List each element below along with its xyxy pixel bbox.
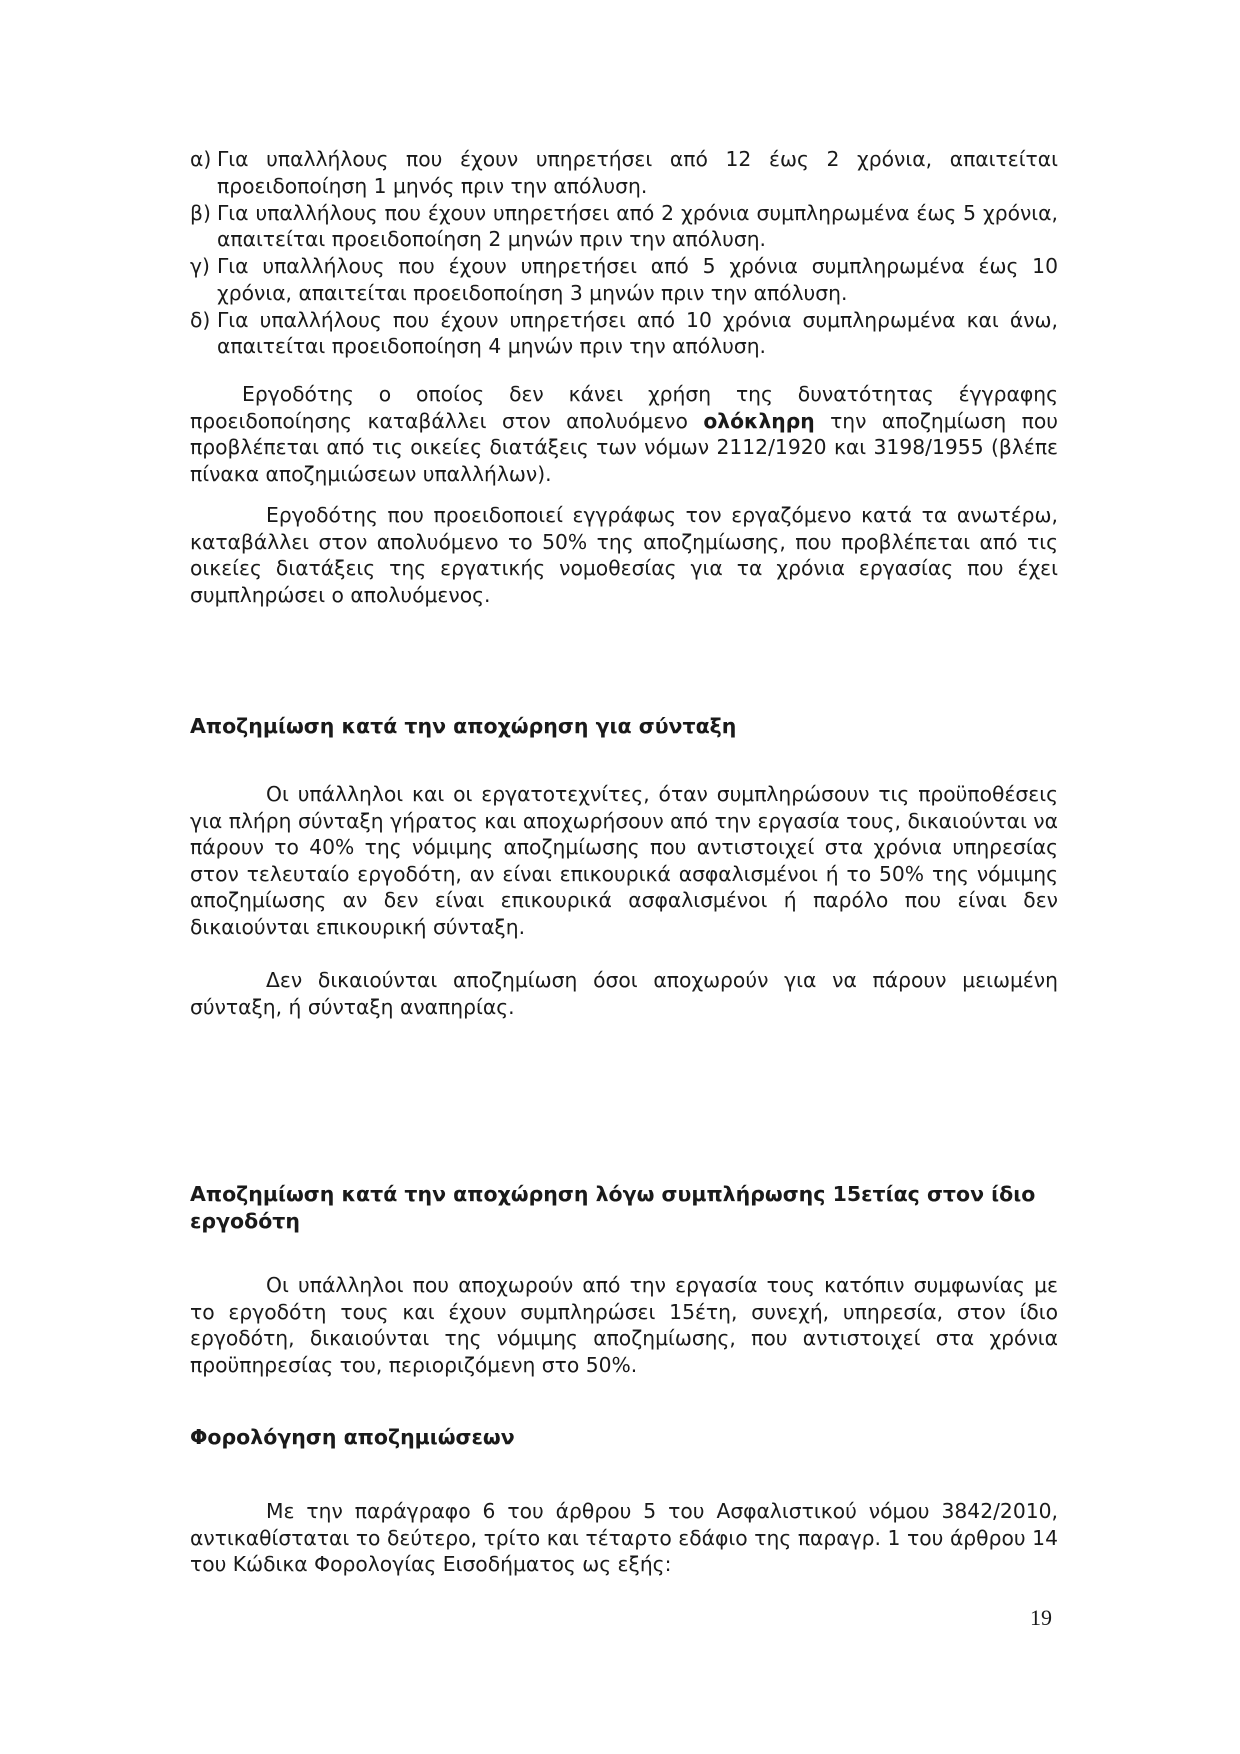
list-item-text: Για υπαλλήλους που έχουν υπηρετήσει από 10 χρόνια συμπληρωμένα και άνω, απαιτείται προειδοποίηση 4 μηνών πριν την απόλυση. [217,307,1058,358]
paragraph-pension: Οι υπάλληλοι και οι εργατοτεχνίτες, όταν συμπληρώσουν τις προϋποθέσεις για πλήρη σύνταξη γήρατος και αποχωρήσουν από την εργασία τους, δικαιούνται να πάρουν το 40% της νόμιμης αποζημίωσης που αντιστοιχεί στα χρόνια υπηρεσίας στον τελευταίο εργοδότη, αν είναι επικουρικά ασφαλισμένοι ή το 50% της νόμιμης αποζημίωσης αν δεν είναι επικουρικά ασφαλισμένοι ή παρόλο που είναι δεν δικαιούνται επικουρική σύνταξη. [190,782,1058,939]
page-number: 19 [1030,1605,1052,1630]
list-marker: β) [190,200,211,225]
list-marker: δ) [190,307,211,332]
list-item [190,253,1058,306]
section-heading-pension: Αποζημίωση κατά την αποχώρηση για σύνταξη [190,714,737,738]
bold-term: ολόκληρη [703,408,815,433]
paragraph-no-notice [190,381,1058,487]
list-item-text: Για υπαλλήλους που έχουν υπηρετήσει από 5 χρόνια συμπληρωμένα έως 10 χρόνια, απαιτείται προειδοποίηση 3 μηνών πριν την απόλυση. [217,254,1058,305]
paragraph-15years: Οι υπάλληλοι που αποχωρούν από την εργασία τους κατόπιν συμφωνίας με το εργοδότη τους και έχουν συμπληρώσει 15έτη, συνεχή, υπηρεσία, στον ίδιο εργοδότη, δικαιούνται της νόμιμης αποζημίωσης, που αντιστοιχεί στα χρόνια προϋπηρεσίας του, περιοριζόμενη στο 50%. [190,1273,1058,1377]
paragraph-pension-exclusion: Δεν δικαιούνται αποζημίωση όσοι αποχωρούν για να πάρουν μειωμένη σύνταξη, ή σύνταξη αναπηρίας. [190,968,1058,1019]
list-marker: γ) [190,254,210,278]
list-item [190,200,1058,253]
list-item [190,307,1058,360]
paragraph-text: Εργοδότης ο οποίος δεν κάνει χρήση της δυνατότητας έγγραφης προειδοποίησης καταβάλλει στον απολυόμενο [190,382,1058,433]
list-item-text: Για υπαλλήλους που έχουν υπηρετήσει από 12 έως 2 χρόνια, απαιτείται προειδοποίηση 1 μηνός πριν την απόλυση. [217,147,1058,198]
list-marker: α) [190,147,212,171]
paragraph-with-notice: Εργοδότης που προειδοποιεί εγγράφως τον εργαζόμενο κατά τα ανωτέρω, καταβάλλει στον απολυόμενο το 50% της αποζημίωσης, που προβλέπεται από τις οικείες διατάξεις της εργατικής νομοθεσίας για τα χρόνια εργασίας που έχει συμπληρώσει ο απολυόμενος. [190,503,1058,607]
section-heading-tax: Φορολόγηση αποζημιώσεων [190,1425,515,1449]
list-item-text: Για υπαλλήλους που έχουν υπηρετήσει από 2 χρόνια συμπληρωμένα έως 5 χρόνια, απαιτείται προειδοποίηση 2 μηνών πριν την απόλυση. [217,200,1058,251]
notice-period-list [190,146,1058,360]
section-heading-15years: Αποζημίωση κατά την αποχώρηση λόγω συμπλήρωσης 15ετίας στον ίδιο εργοδότη [190,1182,1036,1233]
list-item [190,146,1058,199]
paragraph-tax: Με την παράγραφο 6 του άρθρου 5 του Ασφαλιστικού νόμου 3842/2010, αντικαθίσταται το δεύτερο, τρίτο και τέταρτο εδάφιο της παραγρ. 1 του άρθρου 14 του Κώδικα Φορολογίας Εισοδήματος ως εξής: [190,1499,1058,1576]
paragraph-text: την αποζημίωση που προβλέπεται από τις οικείες διατάξεις των νόμων 2112/1920 και 3198/1955 (βλέπε πίνακα αποζημιώσεων υπαλλήλων). [190,408,1058,486]
